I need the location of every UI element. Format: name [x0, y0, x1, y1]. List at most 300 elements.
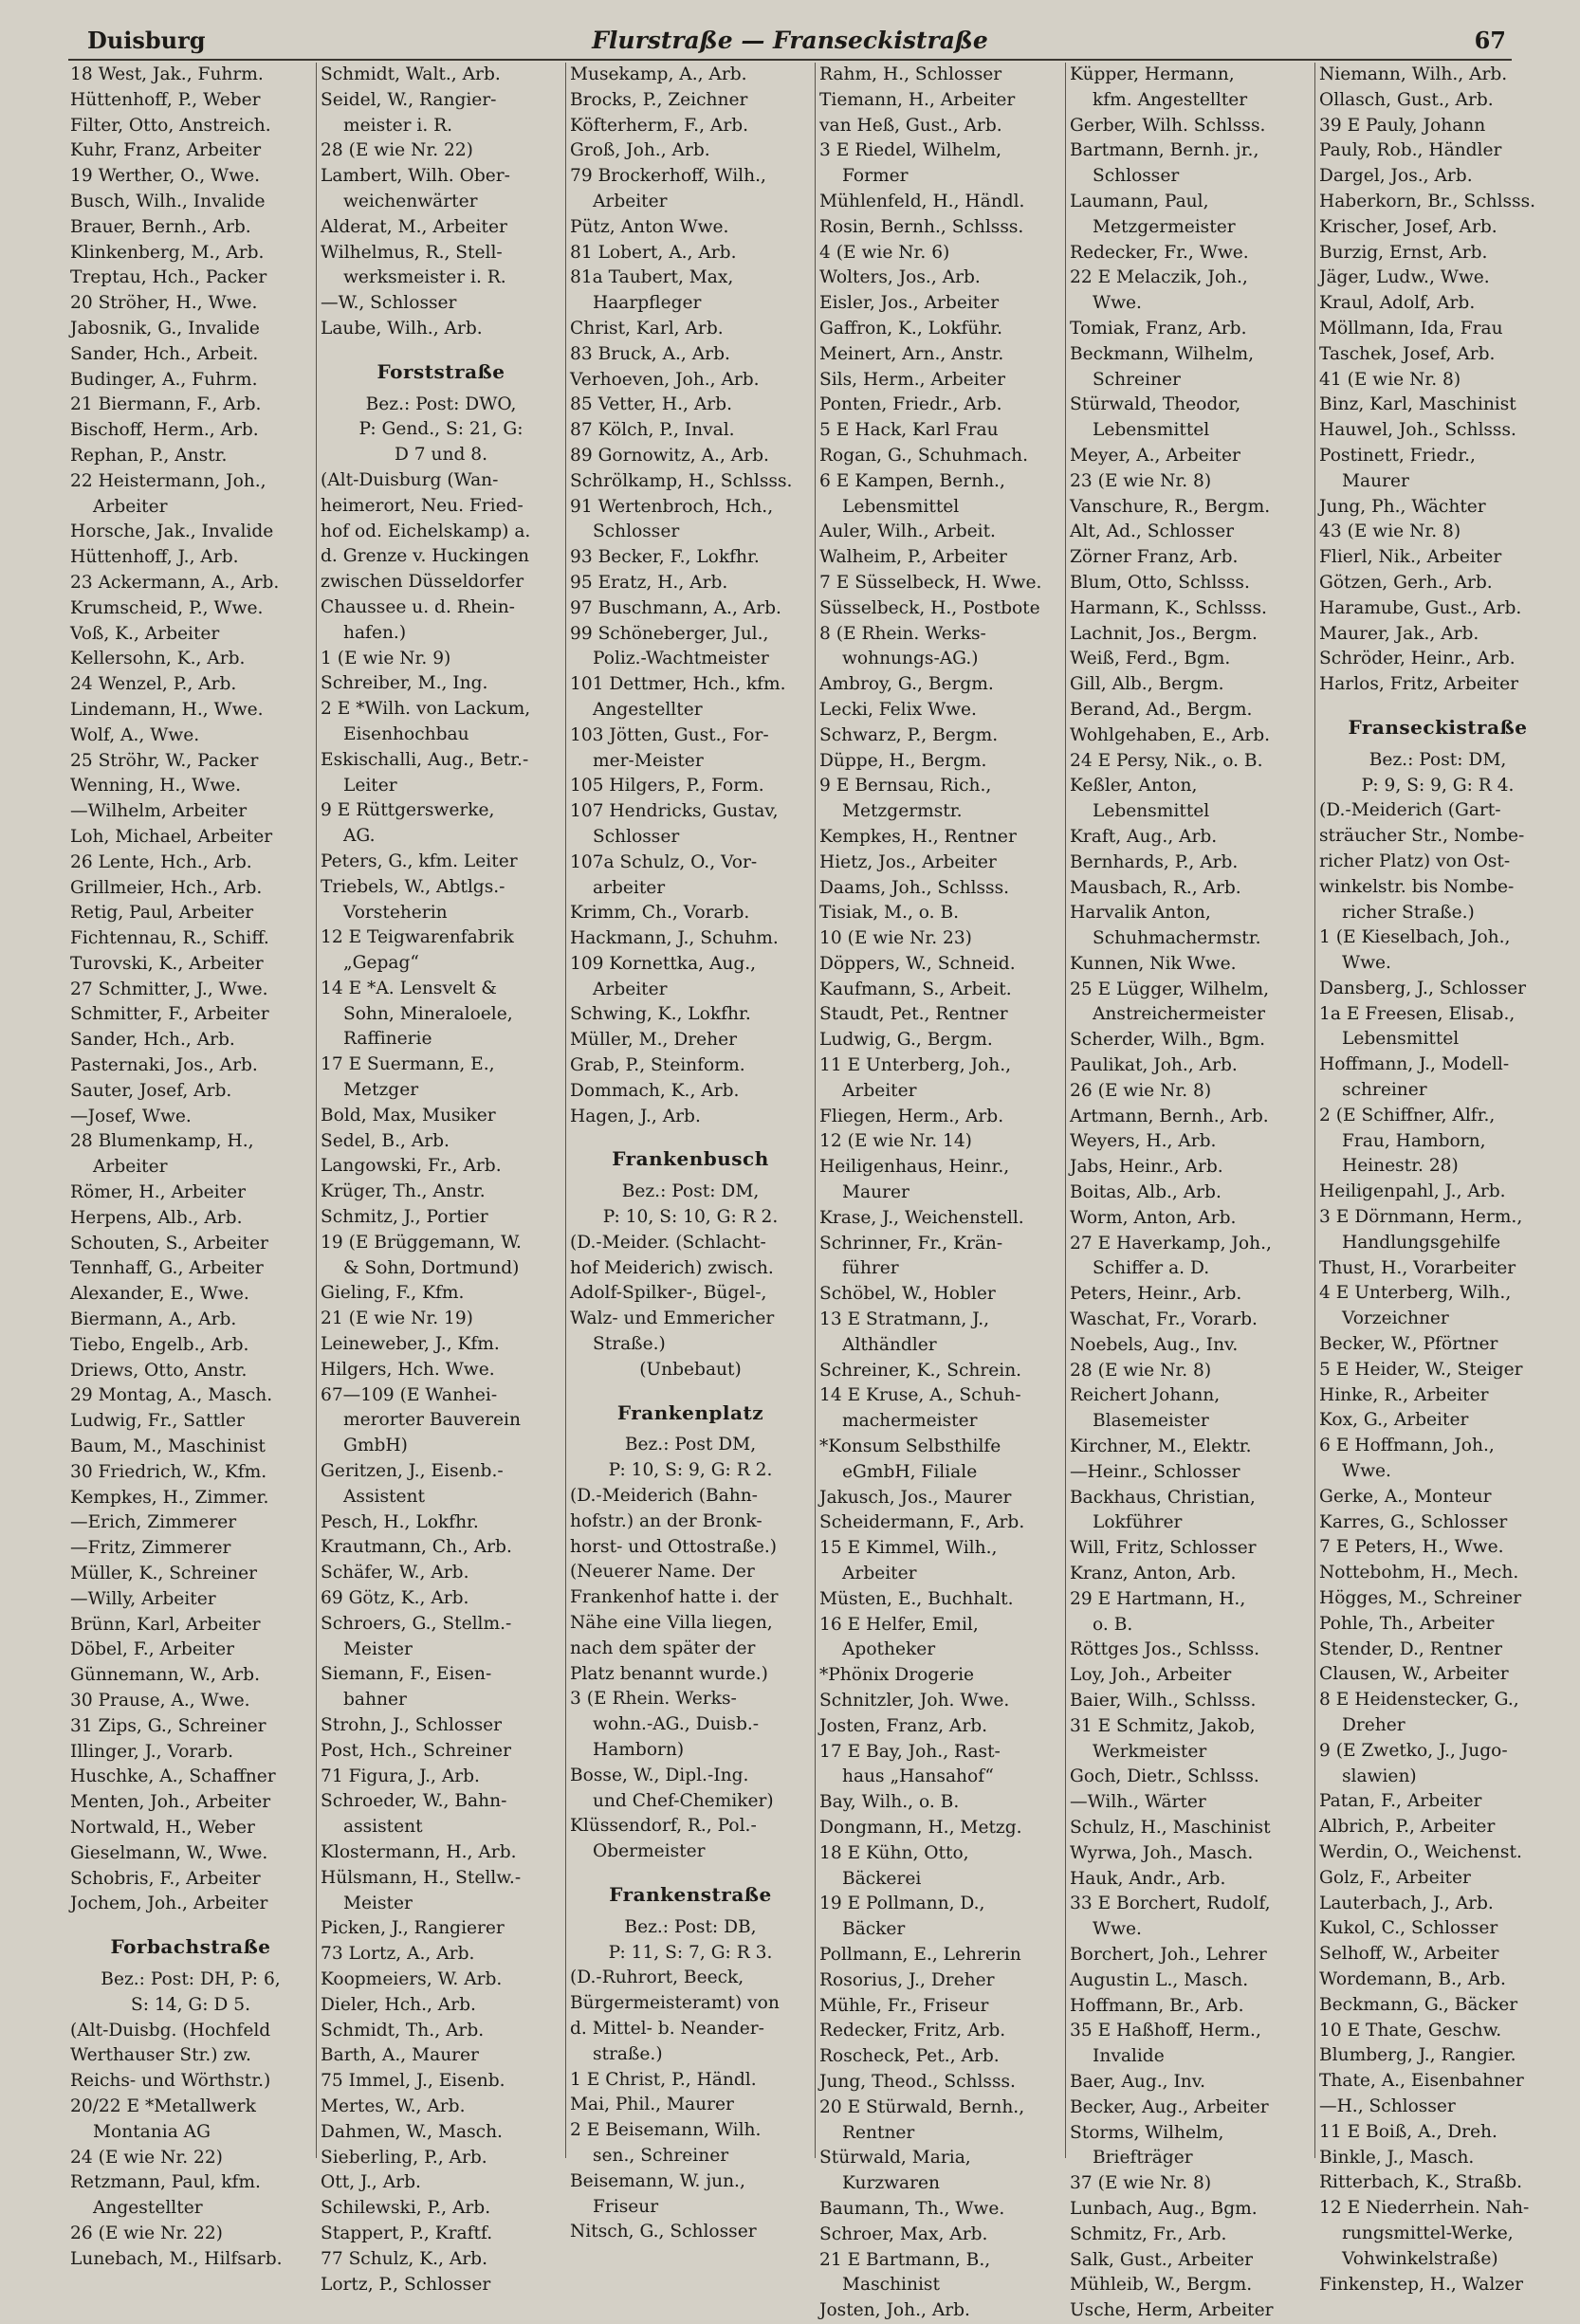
directory-entry: Menten, Joh., Arbeiter [70, 1792, 271, 1813]
directory-entry: 41 (E wie Nr. 8) [1319, 369, 1461, 390]
directory-entry: Pauly, Rob., Händler [1319, 140, 1502, 161]
column-4 [819, 63, 1060, 2321]
directory-entry: Becker, Aug., Arbeiter [1070, 2096, 1269, 2117]
directory-entry: Rahm, H., Schlosser [819, 64, 1002, 84]
directory-entry: Sedel, B., Arb. [321, 1130, 450, 1151]
entry-continuation: Vorsteherin [343, 902, 448, 923]
directory-entry: Sauter, Josef, Arb. [70, 1080, 232, 1101]
directory-entry: Rogan, G., Schuhmach. [819, 445, 1028, 466]
directory-entry: 7 E Süsselbeck, H. Wwe. [819, 572, 1042, 593]
directory-entry: 10 (E wie Nr. 23) [819, 928, 972, 949]
directory-entry: Retzmann, Paul, kfm. [70, 2172, 261, 2193]
column-divider [565, 63, 566, 2158]
directory-entry: 17 E Suermann, E., [321, 1054, 495, 1075]
directory-entry: Klinkenberg, M., Arb. [70, 242, 265, 263]
entry-continuation: Metzgermstr. [842, 801, 963, 822]
directory-entry: Hagen, J., Arb. [570, 1106, 701, 1126]
directory-entry: Hinke, R., Arbeiter [1319, 1384, 1489, 1405]
entry-continuation: Anstreichermeister [1093, 1004, 1266, 1025]
directory-entry: (D.-Meider. (Schlacht- [570, 1232, 766, 1253]
directory-entry: Harmann, K., Schlsss. [1070, 597, 1267, 618]
district-info: P: 10, S: 9, G: R 2. [608, 1460, 773, 1481]
directory-entry: 19 E Pollmann, D., [819, 1894, 985, 1914]
entry-continuation: Lebensmittel [1093, 801, 1210, 822]
directory-entry: 16 E Helfer, Emil, [819, 1614, 979, 1635]
directory-entry: Platz benannt wurde.) [570, 1663, 768, 1684]
directory-entry: Bischoff, Herm., Arb. [70, 420, 259, 441]
entry-continuation: Schlosser [593, 522, 680, 542]
directory-entry: 29 E Hartmann, H., [1070, 1588, 1246, 1609]
entry-continuation: machermeister [842, 1411, 978, 1432]
entry-continuation: weichenwärter [343, 191, 478, 211]
directory-entry: Gieselmann, W., Wwe. [70, 1842, 268, 1863]
directory-entry: (Alt-Duisbg. (Hochfeld [70, 2020, 271, 2040]
entry-continuation: rungsmittel-Werke, [1342, 2223, 1514, 2243]
directory-entry: Patan, F., Arbeiter [1319, 1791, 1482, 1812]
directory-entry: Heiligenpahl, J., Arb. [1319, 1181, 1506, 1202]
directory-entry: Schroer, Max, Arb. [819, 2223, 988, 2244]
directory-entry: Wolters, Jos., Arb. [819, 267, 981, 288]
directory-entry: 107 Hendricks, Gustav, [570, 801, 779, 822]
directory-entry: Barth, A., Maurer [321, 2045, 479, 2066]
directory-entry: Loy, Joh., Arbeiter [1070, 1665, 1232, 1686]
directory-entry: Filter, Otto, Anstreich. [70, 115, 271, 136]
entry-continuation: Rentner [842, 2122, 915, 2143]
directory-entry: Alexander, E., Wwe. [70, 1284, 249, 1305]
directory-entry: Bold, Max, Musiker [321, 1105, 496, 1125]
directory-entry: Jochem, Joh., Arbeiter [70, 1894, 268, 1914]
directory-entry: Tennhaff, G., Arbeiter [70, 1258, 264, 1279]
directory-entry: Kuhr, Franz, Arbeiter [70, 140, 262, 161]
directory-entry: Kox, G., Arbeiter [1319, 1410, 1469, 1431]
directory-entry: Sieberling, P., Arb. [321, 2147, 487, 2168]
directory-entry: Pütz, Anton Wwe. [570, 216, 729, 237]
directory-entry: Chaussee u. d. Rhein- [321, 596, 515, 617]
entry-continuation: Meister [343, 1893, 413, 1913]
directory-entry: hofstr.) an der Bronk- [570, 1510, 762, 1531]
directory-entry: Groß, Joh., Arb. [570, 140, 710, 161]
directory-entry: Weiß, Ferd., Bgm. [1070, 649, 1231, 669]
entry-continuation: Althändler [842, 1334, 937, 1355]
directory-entry: Fichtennau, R., Schiff. [70, 928, 269, 949]
entry-continuation: Assistent [343, 1486, 425, 1507]
page-header [0, 17, 1580, 59]
directory-entry: Hietz, Jos., Arbeiter [819, 851, 997, 872]
directory-entry: Haberkorn, Br., Schlsss. [1319, 191, 1536, 211]
directory-entry: Schreiber, M., Ing. [321, 673, 488, 694]
directory-entry: Harlos, Fritz, Arbeiter [1319, 674, 1519, 695]
entry-continuation: merorter Bauverein [343, 1410, 521, 1431]
directory-entry: 29 Montag, A., Masch. [70, 1385, 273, 1406]
entry-continuation: Friseur [593, 2196, 659, 2217]
directory-entry: 26 (E wie Nr. 8) [1070, 1080, 1212, 1101]
district-info: P: Gend., S: 21, G: [358, 419, 524, 440]
directory-entry: Wolf, A., Wwe. [70, 724, 200, 745]
directory-entry: Jäger, Ludw., Wwe. [1319, 267, 1490, 288]
directory-entry: Peters, Heinr., Arb. [1070, 1284, 1242, 1305]
directory-entry: Bernhards, P., Arb. [1070, 851, 1239, 872]
directory-entry: Schroeder, W., Bahn- [321, 1791, 507, 1812]
directory-entry: Küpper, Hermann, [1070, 64, 1235, 84]
entry-continuation: Leiter [343, 775, 397, 796]
directory-entry: Götzen, Gerh., Arb. [1319, 572, 1493, 593]
directory-entry: Laube, Wilh., Arb. [321, 318, 483, 339]
entry-continuation: Heinestr. 28) [1342, 1156, 1459, 1177]
street-heading: Frankenstraße [609, 1882, 772, 1906]
column-divider [815, 63, 816, 2158]
entry-continuation: und Chef-Chemiker) [593, 1790, 774, 1811]
directory-entry: Rosorius, J., Dreher [819, 1969, 995, 1990]
entry-continuation: Frau, Hamborn, [1342, 1130, 1486, 1151]
directory-entry: —W., Schlosser [321, 293, 457, 314]
directory-entry: Schäfer, W., Arb. [321, 1563, 469, 1583]
entry-continuation: Bäckerei [842, 1868, 922, 1889]
directory-entry: 28 Blumenkamp, H., [70, 1131, 254, 1152]
directory-entry: Döppers, W., Schneid. [819, 953, 1016, 974]
entry-continuation: Lebensmittel [1342, 1029, 1460, 1050]
directory-entry: Jung, Ph., Wächter [1319, 496, 1486, 517]
directory-entry: 75 Immel, J., Eisenb. [321, 2071, 505, 2092]
directory-entry: Christ, Karl, Arb. [570, 318, 724, 339]
directory-entry: 26 (E wie Nr. 22) [70, 2223, 223, 2243]
directory-entry: 109 Kornettka, Aug., [570, 953, 757, 974]
directory-entry: Schmitz, Fr., Arb. [1070, 2223, 1227, 2244]
entry-continuation: Wwe. [1093, 293, 1142, 314]
directory-entry: Schwing, K., Lokfhr. [570, 1004, 751, 1025]
directory-entry: Roscheck, Pet., Arb. [819, 2046, 1000, 2067]
directory-entry: Lindemann, H., Wwe. [70, 699, 264, 720]
directory-entry: 25 E Lügger, Wilhelm, [1070, 979, 1269, 999]
directory-entry: Blumberg, J., Rangier. [1319, 2045, 1516, 2066]
directory-entry: 22 E Melaczik, Joh., [1070, 267, 1248, 288]
directory-entry: Huschke, A., Schaffner [70, 1766, 276, 1787]
directory-entry: d. Mittel- b. Neander- [570, 2018, 764, 2039]
directory-entry: 8 E Heidenstecker, G., [1319, 1690, 1519, 1711]
directory-entry: Musekamp, A., Arb. [570, 64, 747, 84]
directory-entry: Reichert Johann, [1070, 1385, 1221, 1406]
directory-entry: Schmitter, F., Arbeiter [70, 1004, 269, 1025]
entry-continuation: arbeiter [593, 877, 666, 898]
entry-continuation: „Gepag“ [343, 953, 419, 974]
directory-entry: Schroers, G., Stellm.- [321, 1613, 512, 1634]
directory-entry: 8 (E Rhein. Werks- [819, 623, 986, 644]
directory-entry: 25 Ströhr, W., Packer [70, 750, 259, 771]
directory-entry: Dongmann, H., Metzg. [819, 1817, 1022, 1838]
directory-entry: Beckmann, G., Bäcker [1319, 1994, 1518, 2015]
directory-entry: d. Grenze v. Huckingen [321, 546, 529, 567]
entry-continuation: Hamborn) [593, 1740, 685, 1760]
directory-entry: Gieling, F., Kfm. [321, 1283, 465, 1304]
directory-entry: Haramube, Gust., Arb. [1319, 597, 1522, 618]
directory-entry: Kranz, Anton, Arb. [1070, 1564, 1237, 1584]
entry-continuation: Raffinerie [343, 1029, 432, 1050]
directory-entry: 21 Biermann, F., Arb. [70, 394, 262, 415]
directory-entry: 69 Götz, K., Arb. [321, 1588, 469, 1609]
district-info: D 7 und 8. [394, 445, 488, 466]
district-info: P: 10, S: 10, G: R 2. [602, 1207, 779, 1228]
directory-entry: Heiligenhaus, Heinr., [819, 1157, 1010, 1178]
directory-entry: Klostermann, H., Arb. [321, 1841, 517, 1862]
directory-entry: Mühleib, W., Bergm. [1070, 2275, 1253, 2296]
directory-entry: 6 E Hoffmann, Joh., [1319, 1436, 1495, 1456]
directory-entry: Sils, Herm., Arbeiter [819, 369, 1005, 390]
entry-continuation: slawien) [1342, 1766, 1417, 1786]
directory-entry: Baier, Wilh., Schlsss. [1070, 1691, 1257, 1711]
directory-entry: Hilgers, Hch. Wwe. [321, 1359, 495, 1380]
directory-entry: 9 (E Zwetko, J., Jugo- [1319, 1740, 1508, 1761]
directory-entry: Binz, Karl, Maschinist [1319, 394, 1516, 415]
directory-entry: Kellersohn, K., Arb. [70, 649, 246, 669]
directory-entry: 87 Kölch, P., Inval. [570, 420, 735, 441]
directory-entry: Kunnen, Nik Wwe. [1070, 953, 1237, 974]
directory-entry: Becker, W., Pförtner [1319, 1334, 1498, 1355]
directory-entry: 1a E Freesen, Elisab., [1319, 1003, 1516, 1024]
directory-entry: *Phönix Drogerie [819, 1665, 975, 1686]
directory-entry: Lauterbach, J., Arb. [1319, 1893, 1494, 1913]
directory-entry: winkelstr. bis Nombe- [1319, 876, 1515, 897]
district-info: Bez.: Post DM, [624, 1435, 757, 1455]
directory-entry: Schrinner, Fr., Krän- [819, 1233, 1003, 1253]
directory-entry: 37 (E wie Nr. 8) [1070, 2173, 1212, 2194]
directory-entry: Thate, A., Eisenbahner [1319, 2071, 1524, 2092]
entry-continuation: Maurer [1342, 470, 1409, 491]
directory-entry: Eskischalli, Aug., Betr.- [321, 749, 529, 770]
directory-entry: 24 Wenzel, P., Arb. [70, 674, 237, 695]
directory-entry: Budinger, A., Fuhrm. [70, 369, 258, 390]
directory-entry: Busch, Wilh., Invalide [70, 191, 266, 211]
directory-entry: 91 Wertenbroch, Hch., [570, 496, 774, 517]
directory-entry: 14 E Kruse, A., Schuh- [819, 1385, 1021, 1406]
directory-entry: 28 (E wie Nr. 22) [321, 140, 473, 161]
directory-entry: Selhoff, W., Arbeiter [1319, 1944, 1499, 1965]
directory-entry: Baumann, Th., Wwe. [819, 2198, 1005, 2219]
directory-entry: Bürgermeisteramt) von [570, 1993, 780, 2014]
directory-entry: Meyer, A., Arbeiter [1070, 445, 1240, 466]
directory-entry: Pohle, Th., Arbeiter [1319, 1613, 1495, 1634]
directory-entry: Usche, Herm, Arbeiter [1070, 2300, 1274, 2321]
entry-continuation: werksmeister i. R. [343, 267, 506, 288]
directory-entry: Kraul, Adolf, Arb. [1319, 293, 1476, 314]
entry-continuation: wohnungs-AG.) [842, 649, 979, 669]
district-info: Bez.: Post: DH, P: 6, [101, 1968, 281, 1989]
directory-entry: Tomiak, Franz, Arb. [1070, 318, 1247, 339]
directory-entry: Schrölkamp, H., Schlsss. [570, 470, 793, 491]
entry-continuation: Lebensmittel [842, 496, 960, 517]
directory-entry: Werthauser Str.) zw. [70, 2045, 251, 2066]
street-heading: Franseckistraße [1348, 715, 1528, 739]
directory-entry: (Neuerer Name. Der [570, 1562, 755, 1583]
directory-entry: Högges, M., Schreiner [1319, 1588, 1522, 1609]
directory-entry: 2 E *Wilh. von Lackum, [321, 699, 531, 720]
directory-entry: Borchert, Joh., Lehrer [1070, 1944, 1267, 1965]
directory-entry: Düppe, H., Bergm. [819, 750, 987, 771]
directory-entry: Retig, Paul, Arbeiter [70, 903, 254, 924]
directory-entry: Seidel, W., Rangier- [321, 89, 497, 110]
directory-entry: Möllmann, Ida, Frau [1319, 318, 1503, 339]
header-street-range: Flurstraße — Franseckistraße [592, 27, 988, 54]
directory-entry: 101 Dettmer, Hch., kfm. [570, 674, 786, 695]
directory-entry: Tiebo, Engelb., Arb. [70, 1334, 249, 1355]
directory-entry: 20 E Stürwald, Bernh., [819, 2096, 1025, 2117]
directory-entry: Binkle, J., Masch. [1319, 2147, 1475, 2168]
entry-continuation: Apotheker [842, 1639, 936, 1660]
directory-entry: 3 (E Rhein. Werks- [570, 1689, 737, 1710]
directory-entry: Pasternaki, Jos., Arb. [70, 1055, 258, 1076]
directory-entry: 89 Gornowitz, A., Arb. [570, 445, 769, 466]
directory-entry: Rosin, Bernh., Schlsss. [819, 216, 1024, 237]
district-info: Bez.: Post: DB, [624, 1916, 757, 1937]
directory-entry: Müller, K., Schreiner [70, 1564, 258, 1584]
directory-entry: Baum, M., Maschinist [70, 1436, 266, 1457]
street-heading: Frankenplatz [616, 1400, 764, 1424]
directory-entry: Müsten, E., Buchhalt. [819, 1588, 1014, 1609]
directory-entry: Brauer, Bernh., Arb. [70, 216, 251, 237]
directory-entry: 19 (E Brüggemann, W. [321, 1232, 522, 1253]
directory-entry: Kraft, Aug., Arb. [1070, 826, 1218, 847]
entry-continuation: Bäcker [842, 1919, 906, 1940]
entry-continuation: Lebensmittel [1093, 420, 1210, 441]
entry-continuation: Maurer [842, 1182, 909, 1203]
directory-entry: 3 E Riedel, Wilhelm, [819, 140, 1001, 161]
directory-entry: Günnemann, W., Arb. [70, 1665, 260, 1686]
street-heading: Forbachstraße [110, 1935, 271, 1959]
directory-entry: 6 E Kampen, Bernh., [819, 470, 1005, 491]
directory-entry: 21 E Bartmann, B., [819, 2249, 991, 2270]
directory-entry: Herpens, Alb., Arb. [70, 1207, 243, 1228]
directory-entry: Ponten, Friedr., Arb. [819, 394, 1002, 415]
entry-continuation: straße.) [593, 2043, 663, 2064]
directory-entry: Kirchner, M., Elektr. [1070, 1436, 1252, 1457]
directory-entry: Schmitz, J., Portier [321, 1207, 488, 1228]
entry-continuation: Arbeiter [93, 1157, 168, 1178]
directory-entry: Golz, F., Arbeiter [1319, 1867, 1471, 1888]
directory-entry: —Heinr., Schlosser [1070, 1461, 1240, 1482]
entry-continuation: Metzgermeister [1093, 216, 1236, 237]
entry-continuation: Wwe. [1342, 953, 1391, 974]
header-rule [68, 59, 1512, 61]
directory-entry: horst- und Ottostraße.) [570, 1536, 777, 1557]
directory-entry: Mai, Phil., Maurer [570, 2095, 734, 2115]
directory-entry: Pesch, H., Lokfhr. [321, 1511, 479, 1532]
directory-entry: Storms, Wilhelm, [1070, 2122, 1224, 2143]
directory-entry: —Wilhelm, Arbeiter [70, 801, 248, 822]
directory-entry: Turovski, K., Arbeiter [70, 953, 264, 974]
directory-entry: Boitas, Alb., Arb. [1070, 1182, 1222, 1203]
directory-entry: 93 Becker, F., Lokfhr. [570, 547, 760, 568]
directory-entry: 17 E Bay, Joh., Rast- [819, 1741, 1001, 1762]
directory-entry: van Heß, Gust., Arb. [819, 115, 1002, 136]
directory-entry: Ludwig, G., Bergm. [819, 1030, 993, 1051]
entry-continuation: Poliz.-Wachtmeister [593, 649, 769, 669]
directory-entry: 31 Zips, G., Schreiner [70, 1715, 266, 1736]
directory-entry: Nottebohm, H., Mech. [1319, 1563, 1519, 1583]
directory-entry: 14 E *A. Lensvelt & [321, 978, 497, 998]
directory-entry: Schmidt, Walt., Arb. [321, 64, 501, 84]
directory-entry: Sander, Hch., Arb. [70, 1030, 235, 1051]
directory-entry: 85 Vetter, H., Arb. [570, 394, 732, 415]
directory-entry: Stürwald, Maria, [819, 2148, 971, 2168]
directory-entry: 27 Schmitter, J., Wwe. [70, 979, 268, 999]
directory-entry: Picken, J., Rangierer [321, 1918, 505, 1939]
directory-entry: 107a Schulz, O., Vor- [570, 851, 758, 872]
district-info: Bez.: Post: DM, [1369, 749, 1507, 770]
directory-entry: Scheidermann, F., Arb. [819, 1512, 1025, 1533]
directory-entry: Hüttenhoff, P., Weber [70, 89, 261, 110]
directory-entry: Bosse, W., Dipl.-Ing. [570, 1765, 749, 1785]
directory-entry: Krimm, Ch., Vorarb. [570, 903, 750, 924]
entry-continuation: Wwe. [1093, 1919, 1142, 1940]
directory-entry: 13 E Stratmann, J., [819, 1309, 990, 1330]
entry-continuation: Handlungsgehilfe [1342, 1232, 1501, 1253]
directory-entry: Mausbach, R., Arb. [1070, 877, 1241, 898]
directory-entry: Schwarz, P., Bergm. [819, 724, 999, 745]
entry-continuation: richer Straße.) [1342, 902, 1475, 923]
directory-entry: Mertes, W., Arb. [321, 2095, 466, 2116]
directory-entry: Thust, H., Vorarbeiter [1319, 1257, 1516, 1278]
directory-entry: Frankenhof hatte i. der [570, 1587, 779, 1608]
column-3 [570, 63, 811, 2242]
entry-continuation: sen., Schreiner [593, 2145, 729, 2166]
entry-continuation: wohn.-AG., Duisb.- [593, 1714, 760, 1735]
directory-entry: 22 Heistermann, Joh., [70, 470, 266, 491]
directory-entry: richer Platz) von Ost- [1319, 851, 1511, 871]
column-5 [1070, 63, 1311, 2321]
directory-entry: 12 (E wie Nr. 14) [819, 1131, 972, 1152]
directory-entry: Dieler, Hch., Arb. [321, 1994, 476, 2015]
directory-entry: 5 E Heider, W., Steiger [1319, 1359, 1523, 1380]
entry-continuation: Wwe. [1342, 1461, 1391, 1482]
directory-entry: Wilhelmus, R., Stell- [321, 242, 503, 263]
directory-entry: Alt, Ad., Schlosser [1070, 522, 1234, 542]
directory-entry: Illinger, J., Vorarb. [70, 1741, 234, 1762]
directory-entry: Blum, Otto, Schlsss. [1070, 572, 1250, 593]
directory-entry: Walheim, P., Arbeiter [819, 547, 1007, 568]
directory-entry: Clausen, W., Arbeiter [1319, 1664, 1509, 1685]
entry-continuation: kfm. Angestellter [1093, 89, 1248, 110]
directory-entry: Mühle, Fr., Friseur [819, 1995, 989, 2016]
directory-entry: Schreiner, K., Schrein. [819, 1360, 1022, 1381]
directory-entry: 97 Buschmann, A., Arb. [570, 597, 781, 618]
directory-entry: 83 Bruck, A., Arb. [570, 343, 730, 364]
directory-entry: 39 E Pauly, Johann [1319, 115, 1486, 136]
directory-entry: Werdin, O., Weichenst. [1319, 1841, 1522, 1862]
directory-entry: Wyrwa, Joh., Masch. [1070, 1842, 1254, 1863]
entry-continuation: Schiffer a. D. [1093, 1258, 1210, 1279]
directory-entry: 24 (E wie Nr. 22) [70, 2147, 223, 2168]
directory-entry: Horsche, Jak., Invalide [70, 522, 274, 542]
directory-entry: Lunbach, Aug., Bgm. [1070, 2198, 1258, 2219]
directory-entry: —Wilh., Wärter [1070, 1792, 1206, 1813]
directory-entry: Krischer, Josef, Arb. [1319, 216, 1497, 237]
directory-entry: Nortwald, H., Weber [70, 1817, 255, 1838]
directory-entry: Wenning, H., Wwe. [70, 776, 242, 796]
directory-entry: Karres, G., Schlosser [1319, 1511, 1508, 1532]
directory-entry: Jakusch, Jos., Maurer [819, 1487, 1012, 1508]
entry-continuation: assistent [343, 1817, 423, 1838]
directory-entry: 73 Lortz, A., Arb. [321, 1944, 475, 1965]
directory-entry: 26 Lente, Hch., Arb. [70, 851, 252, 872]
directory-entry: —H., Schlosser [1319, 2095, 1456, 2116]
directory-entry: 2 (E Schiffner, Alfr., [1319, 1105, 1496, 1125]
directory-entry: Hackmann, J., Schuhm. [570, 928, 779, 949]
directory-entry: 71 Figura, J., Arb. [321, 1766, 480, 1786]
directory-entry: Niemann, Wilh., Arb. [1319, 64, 1508, 84]
directory-entry: Krautmann, Ch., Arb. [321, 1537, 512, 1558]
directory-entry: Stürwald, Theodor, [1070, 394, 1241, 415]
entry-continuation: Sohn, Mineraloele, [343, 1003, 513, 1024]
directory-entry: Mühlenfeld, H., Händl. [819, 191, 1025, 211]
column-6 [1319, 63, 1556, 2295]
